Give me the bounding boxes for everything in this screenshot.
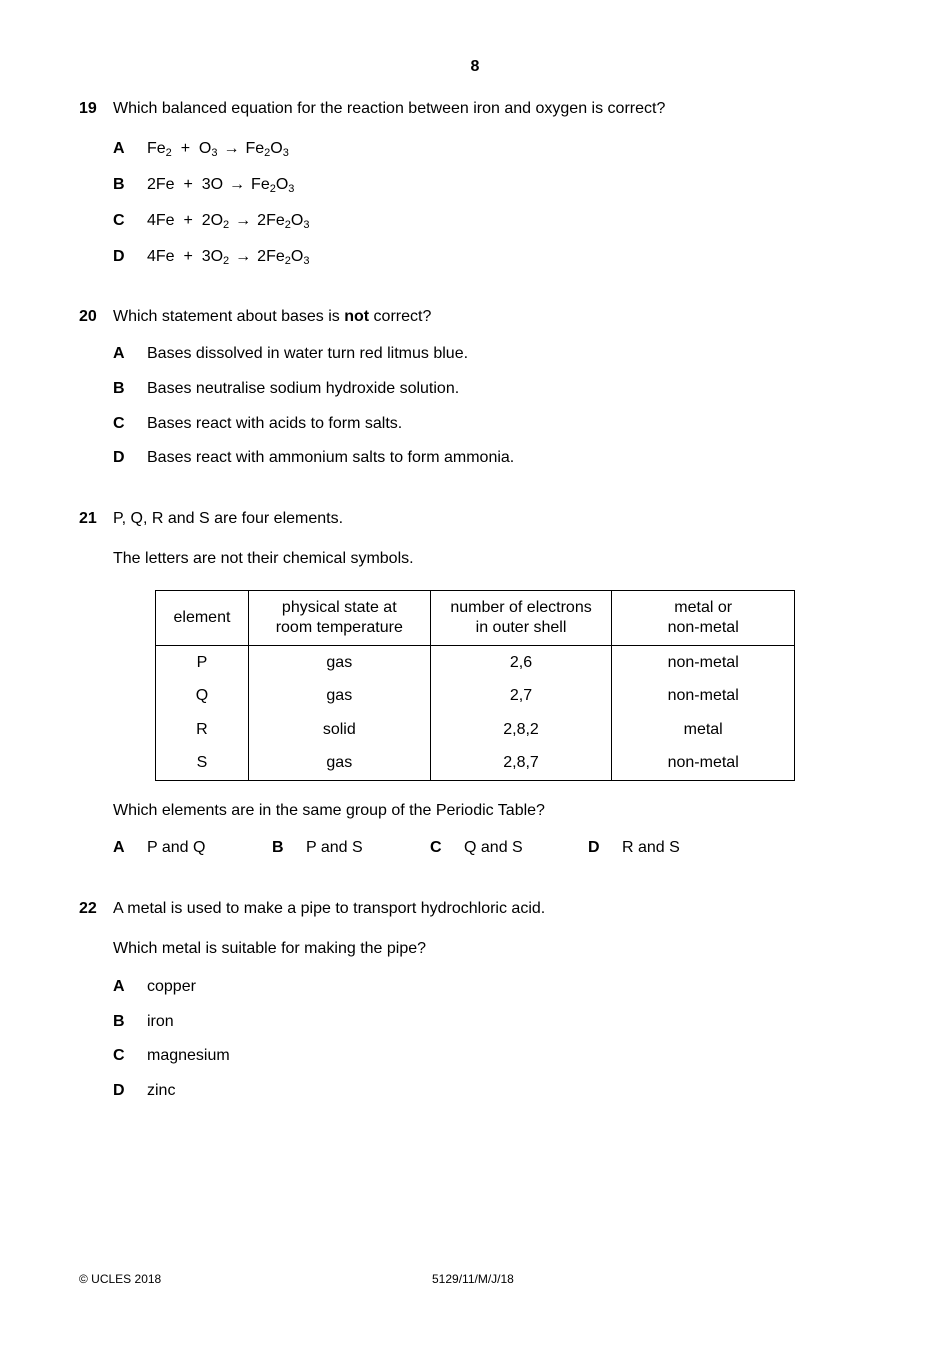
q21-option-c-letter: C — [430, 839, 442, 856]
header-element: element — [156, 591, 249, 646]
q19-option-d-equation: $4Fe + 3O_2 \to 2Fe_2O_3$ — [147, 248, 310, 267]
q21-option-c-text: Q and S — [464, 839, 523, 856]
q19-option-c-letter: C — [113, 212, 125, 229]
table-header-row — [156, 591, 795, 646]
q22-option-b-text: iron — [147, 1013, 174, 1030]
footer-paper-code: 5129/11/M/J/18 — [432, 1272, 514, 1286]
table-cell: non-metal — [612, 747, 795, 781]
q21-option-b-text: P and S — [306, 839, 363, 856]
table-cell: 2,6 — [430, 646, 612, 680]
table-cell: S — [156, 747, 249, 781]
q20-option-a-text: Bases dissolved in water turn red litmus blue. — [147, 345, 469, 362]
q21-option-a-text: P and Q — [147, 839, 206, 856]
table-cell: R — [156, 713, 249, 747]
header-electrons: number of electrons in outer shell — [430, 591, 612, 646]
q22-option-b-letter: B — [113, 1013, 125, 1030]
q22-option-d-text: zinc — [147, 1082, 176, 1099]
q20-option-d-text: Bases react with ammonium salts to form ammonia. — [147, 449, 515, 466]
q22-option-a-text: copper — [147, 978, 196, 995]
table-cell: 2,7 — [430, 680, 612, 714]
table-cell: non-metal — [612, 646, 795, 680]
q19-option-d-letter: D — [113, 248, 125, 265]
q20-text-bold: not — [344, 308, 370, 325]
q22-option-a-letter: A — [113, 978, 125, 995]
q20-text-before: Which statement about bases is — [113, 308, 345, 325]
question-22-text: A metal is used to make a pipe to transport hydrochloric acid. — [113, 900, 546, 917]
table-row — [156, 747, 795, 781]
question-19-number: 19 — [79, 100, 97, 117]
table-row — [156, 713, 795, 747]
q22-option-c-letter: C — [113, 1047, 125, 1064]
q19-option-c-equation: $4Fe + 2O_2 \to 2Fe_2O_3$ — [147, 212, 310, 231]
q20-option-b-text: Bases neutralise sodium hydroxide solution. — [147, 380, 460, 397]
elements-table — [155, 590, 795, 781]
question-21-text: P, Q, R and S are four elements. — [113, 510, 344, 527]
q20-option-a-letter: A — [113, 345, 125, 362]
q21-option-b-letter: B — [272, 839, 284, 856]
table-cell: gas — [248, 680, 430, 714]
question-22-number: 22 — [79, 900, 97, 917]
table-cell: P — [156, 646, 249, 680]
table-cell: solid — [248, 713, 430, 747]
q20-option-c-letter: C — [113, 415, 125, 432]
question-21-number: 21 — [79, 510, 97, 527]
table-cell: non-metal — [612, 680, 795, 714]
question-21-question: Which elements are in the same group of the Periodic Table? — [113, 802, 545, 819]
q21-option-a-letter: A — [113, 839, 125, 856]
q22-option-d-letter: D — [113, 1082, 125, 1099]
table-cell: Q — [156, 680, 249, 714]
header-metal: metal or non-metal — [612, 591, 795, 646]
table-cell: gas — [248, 646, 430, 680]
q21-option-d-letter: D — [588, 839, 600, 856]
q19-option-a-letter: A — [113, 140, 125, 157]
q21-option-d-text: R and S — [622, 839, 680, 856]
question-20-text — [113, 308, 431, 326]
q19-option-b-equation: $2Fe + 3O \to Fe_2O_3$ — [147, 176, 295, 195]
q19-option-a-equation: $Fe_2 + O_3 \to Fe_2O_3$ — [147, 140, 289, 159]
q20-option-b-letter: B — [113, 380, 125, 397]
question-21-note: The letters are not their chemical symbols. — [113, 550, 414, 567]
question-19-text: Which balanced equation for the reaction between iron and oxygen is correct? — [113, 100, 666, 117]
q22-option-c-text: magnesium — [147, 1047, 230, 1064]
question-22-question: Which metal is suitable for making the pipe? — [113, 940, 427, 957]
table-cell: 2,8,2 — [430, 713, 612, 747]
q20-option-d-letter: D — [113, 449, 125, 466]
table-cell: metal — [612, 713, 795, 747]
page-number: 8 — [470, 58, 480, 75]
q20-option-c-text: Bases react with acids to form salts. — [147, 415, 403, 432]
question-20-number: 20 — [79, 308, 97, 325]
table-row — [156, 646, 795, 680]
q19-option-b-letter: B — [113, 176, 125, 193]
header-physical-state: physical state at room temperature — [248, 591, 430, 646]
table-row — [156, 680, 795, 714]
footer-copyright: © UCLES 2018 — [79, 1272, 162, 1286]
q20-text-after: correct? — [369, 308, 432, 325]
table-cell: gas — [248, 747, 430, 781]
table-cell: 2,8,7 — [430, 747, 612, 781]
